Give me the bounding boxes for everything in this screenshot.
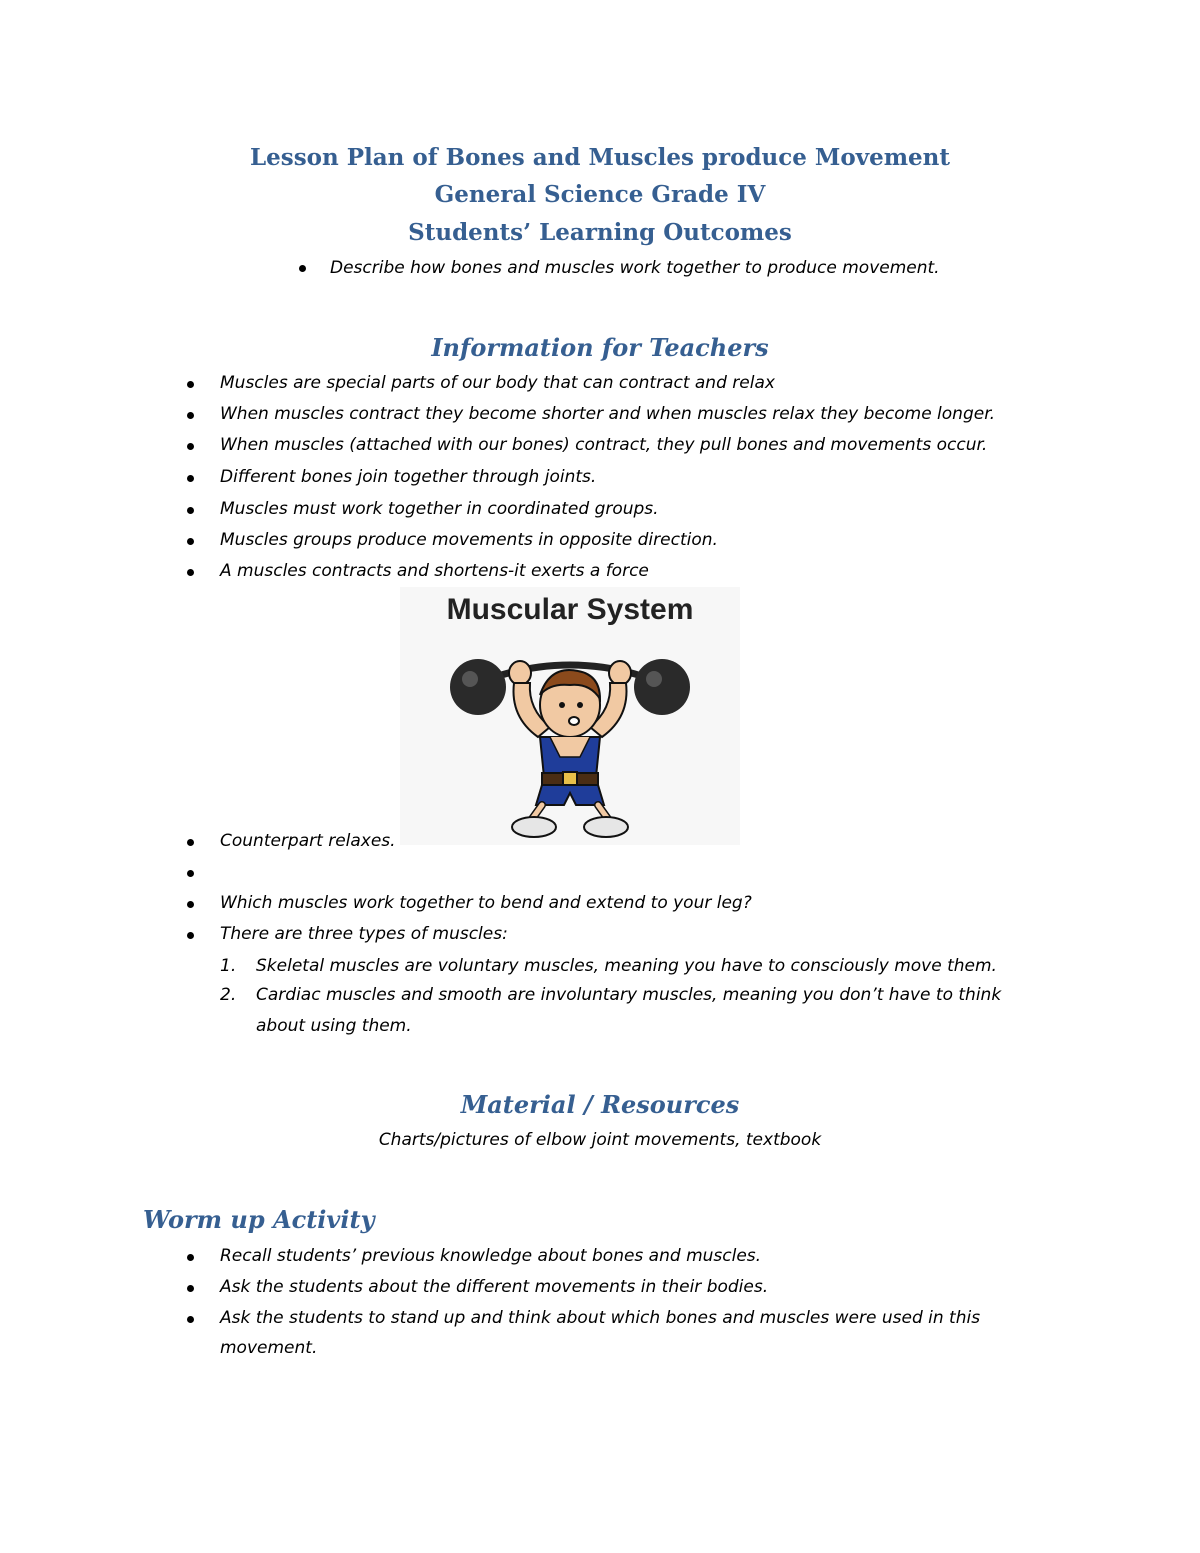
bullet-icon xyxy=(187,901,194,908)
bullet-icon xyxy=(187,1285,194,1292)
teacher-item: Muscles groups produce movements in opposite direction. xyxy=(220,530,718,550)
bullet-icon xyxy=(187,443,194,450)
warmup-item-continued: movement. xyxy=(220,1338,318,1358)
teacher-item: When muscles (attached with our bones) contract, they pull bones and movements occur. xyxy=(220,435,988,455)
materials-text: Charts/pictures of elbow joint movements, textbook xyxy=(378,1130,822,1150)
bullet-icon xyxy=(187,507,194,514)
teachers-heading: Information for Teachers xyxy=(431,333,769,362)
list-number: 2. xyxy=(220,985,237,1005)
teacher-item: There are three types of muscles: xyxy=(220,924,508,944)
muscle-type-item: Cardiac muscles and smooth are involuntary muscles, meaning you don’t have to think xyxy=(256,985,1002,1005)
warmup-item: Recall students’ previous knowledge about bones and muscles. xyxy=(220,1246,762,1266)
teacher-item: Counterpart relaxes. xyxy=(220,831,396,851)
teacher-item: Muscles must work together in coordinated groups. xyxy=(220,499,659,519)
warmup-item: Ask the students about the different movements in their bodies. xyxy=(220,1277,769,1297)
teacher-item: When muscles contract they become shorter and when muscles relax they become longer. xyxy=(220,404,996,424)
bullet-icon xyxy=(299,265,306,272)
muscle-type-item-continued: about using them. xyxy=(256,1016,412,1036)
teacher-item: A muscles contracts and shortens-it exerts a force xyxy=(220,561,649,581)
bullet-icon xyxy=(187,412,194,419)
document-title: Lesson Plan of Bones and Muscles produce Movement xyxy=(249,144,951,171)
materials-heading: Material / Resources xyxy=(460,1090,740,1119)
warmup-heading: Worm up Activity xyxy=(143,1205,375,1234)
weightlifter-illustration xyxy=(400,587,740,845)
document-subtitle: General Science Grade IV xyxy=(434,181,766,208)
bullet-icon xyxy=(187,839,194,846)
bullet-icon xyxy=(187,381,194,388)
bullet-icon xyxy=(187,569,194,576)
outcome-item: Describe how bones and muscles work together to produce movement. xyxy=(330,258,940,278)
outcomes-heading: Students’ Learning Outcomes xyxy=(408,219,792,246)
bullet-icon xyxy=(187,538,194,545)
bullet-icon xyxy=(187,1254,194,1261)
bullet-icon xyxy=(187,870,194,877)
teacher-item: Which muscles work together to bend and extend to your leg? xyxy=(220,893,752,913)
figure-title: Muscular System xyxy=(446,593,694,626)
muscular-system-figure xyxy=(400,587,740,845)
warmup-item: Ask the students to stand up and think about which bones and muscles were used in this xyxy=(220,1308,981,1328)
bullet-icon xyxy=(187,1316,194,1323)
teacher-item: Different bones join together through joints. xyxy=(220,467,597,487)
bullet-icon xyxy=(187,475,194,482)
bullet-icon xyxy=(187,932,194,939)
teacher-item: Muscles are special parts of our body that can contract and relax xyxy=(220,373,775,393)
muscle-type-item: Skeletal muscles are voluntary muscles, meaning you have to consciously move them. xyxy=(256,956,997,976)
list-number: 1. xyxy=(220,956,237,976)
